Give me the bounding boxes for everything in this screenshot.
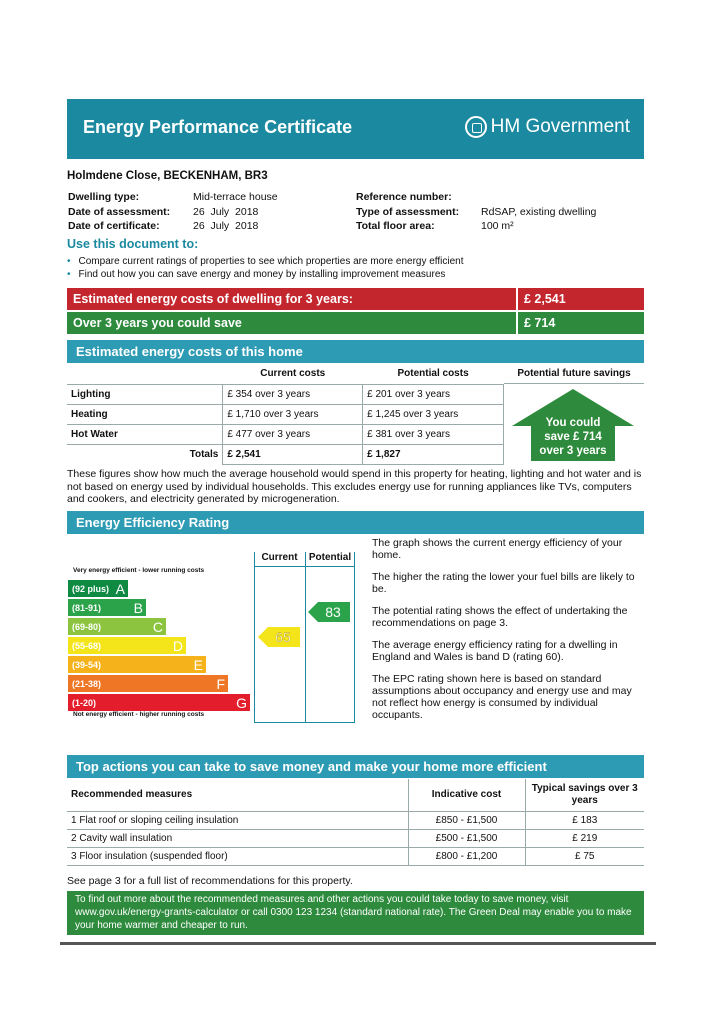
- rating-band-d: [68, 637, 186, 654]
- rating-band-c: [68, 618, 166, 635]
- current-rating-value: 65: [275, 629, 291, 645]
- saving-cell: £ 183: [525, 811, 644, 829]
- table-row: [67, 424, 504, 444]
- current-cost-cell: £ 1,710 over 3 years: [223, 404, 363, 424]
- totals-potential: £ 1,827: [363, 444, 504, 464]
- band-letter: D: [172, 637, 183, 654]
- certificate-header: [67, 99, 644, 159]
- savings-arrow: [510, 388, 636, 462]
- totals-label: Totals: [67, 444, 223, 464]
- potential-rating-arrow: [308, 602, 350, 622]
- bullet-item: • Compare current ratings of properties to see which properties are more energy efficient: [67, 255, 464, 268]
- savings-arrow-line: You could: [545, 417, 601, 429]
- measure-cell: 1 Flat roof or sloping ceiling insulation: [67, 811, 408, 829]
- green-deal-box: To find out more about the recommended measures and other actions you could take today to save money, visit www.gov.uk/energy-grants-calculator or call 0300 123 1234 (standard national rate). The Green Deal may enable you to make your home warmer and cheaper to run.: [67, 891, 644, 935]
- savings-arrow-line: over 3 years: [539, 445, 607, 457]
- potential-cost-cell: £ 201 over 3 years: [363, 384, 504, 404]
- potential-costs-header: Potential costs: [363, 364, 504, 384]
- could-save-value: £ 714: [518, 312, 644, 334]
- estimated-costs-bar: Estimated energy costs of dwelling for 3 years:: [67, 288, 516, 310]
- cost-cell: £800 - £1,200: [408, 847, 525, 865]
- potential-column-header: Potential: [308, 552, 352, 563]
- band-range: (21-38): [72, 678, 102, 689]
- band-letter: C: [152, 618, 163, 635]
- dwelling-type-label: Dwelling type:: [68, 191, 140, 203]
- rating-band-e: [68, 656, 206, 673]
- page-bottom-rule: [60, 942, 656, 945]
- measure-cell: 3 Floor insulation (suspended floor): [67, 847, 408, 865]
- certificate-date-value: 26 July 2018: [193, 220, 259, 232]
- actions-section-title: Top actions you can take to save money and make your home more efficient: [67, 755, 644, 778]
- band-range: (81-91): [72, 602, 102, 613]
- floor-area-value: 100 m²: [481, 220, 514, 232]
- dwelling-type-value: Mid-terrace house: [193, 191, 278, 203]
- use-document-title: Use this document to:: [67, 237, 199, 251]
- table-row: [67, 384, 504, 404]
- band-letter: F: [216, 675, 225, 692]
- hm-government-logo: [465, 116, 630, 138]
- use-document-bullets: [67, 255, 464, 281]
- band-range: (55-68): [72, 640, 102, 651]
- costs-note: These figures show how much the average household would spend in this property for heating, lighting and hot water and is not based on energy used by individual households. This excludes energy use for running appliances like TVs, computers and cookers, and electricity generated by microgeneration.: [67, 468, 642, 505]
- rating-paragraph: The higher the rating the lower your fuel bills are likely to be.: [372, 571, 635, 595]
- royal-crest-icon: [465, 116, 487, 138]
- could-save-bar: Over 3 years you could save: [67, 312, 516, 334]
- cost-cell: £500 - £1,500: [408, 829, 525, 847]
- rating-band-b: [68, 599, 146, 616]
- certificate-date-label: Date of certificate:: [68, 220, 160, 232]
- reference-label: Reference number:: [356, 191, 452, 203]
- rating-band-f: [68, 675, 228, 692]
- savings-arrow-line: save £ 714: [544, 431, 602, 443]
- costs-section-title: Estimated energy costs of this home: [67, 340, 644, 363]
- rating-paragraph: The graph shows the current energy efficiency of your home.: [372, 537, 623, 561]
- assessment-date-value: 26 July 2018: [193, 206, 259, 218]
- current-costs-header: Current costs: [223, 364, 363, 384]
- rating-band-g: [68, 694, 250, 711]
- potential-cost-cell: £ 1,245 over 3 years: [363, 404, 504, 424]
- table-row: [67, 404, 504, 424]
- efficient-caption: Very energy efficient - lower running costs: [73, 567, 205, 574]
- rating-paragraph: The EPC rating shown here is based on standard assumptions about occupancy and energy use and may not reflect how energy is consumed by individual occupants.: [372, 673, 632, 721]
- band-range: (1-20): [72, 697, 97, 708]
- hm-government-text: HM Government: [490, 116, 630, 137]
- actions-table: [67, 779, 644, 866]
- band-letter: B: [133, 599, 143, 616]
- assessment-type-label: Type of assessment:: [356, 206, 460, 218]
- recommendations-footnote: See page 3 for a full list of recommendations for this property.: [67, 875, 353, 887]
- rating-paragraph: The potential rating shows the effect of undertaking the recommendations on page 3.: [372, 605, 628, 629]
- row-label: Lighting: [67, 384, 223, 404]
- potential-rating-value: 83: [325, 604, 341, 620]
- table-row: [67, 811, 644, 829]
- measures-header: Recommended measures: [67, 779, 408, 811]
- band-letter: G: [236, 694, 247, 711]
- measure-cell: 2 Cavity wall insulation: [67, 829, 408, 847]
- rating-section-title: Energy Efficiency Rating: [67, 511, 644, 534]
- inefficient-caption: Not energy efficient - higher running costs: [73, 711, 205, 718]
- assessment-date-label: Date of assessment:: [68, 206, 171, 218]
- rating-band-a: [68, 580, 128, 597]
- certificate-title: Energy Performance Certificate: [83, 117, 353, 137]
- bullet-item: • Find out how you can save energy and money by installing improvement measures: [67, 268, 464, 281]
- band-letter: E: [193, 656, 203, 673]
- band-range: (39-54): [72, 659, 102, 670]
- saving-cell: £ 219: [525, 829, 644, 847]
- current-cost-cell: £ 354 over 3 years: [223, 384, 363, 404]
- totals-row: [67, 444, 504, 464]
- property-address: Holmdene Close, BECKENHAM, BR3: [67, 170, 268, 182]
- row-label: Hot Water: [67, 424, 223, 444]
- rating-paragraph: The average energy efficiency rating for a dwelling in England and Wales is band D (rating 60).: [372, 639, 618, 663]
- current-rating-arrow: [258, 627, 300, 647]
- totals-current: £ 2,541: [223, 444, 363, 464]
- future-savings-header: Potential future savings: [504, 364, 644, 384]
- cost-header: Indicative cost: [408, 779, 525, 811]
- current-cost-cell: £ 477 over 3 years: [223, 424, 363, 444]
- table-row: [67, 847, 644, 865]
- current-column-header: Current: [261, 552, 298, 563]
- band-range: (69-80): [72, 621, 102, 632]
- table-row: [67, 829, 644, 847]
- cost-cell: £850 - £1,500: [408, 811, 525, 829]
- potential-cost-cell: £ 381 over 3 years: [363, 424, 504, 444]
- band-range: (92 plus): [72, 583, 110, 594]
- assessment-type-value: RdSAP, existing dwelling: [481, 206, 597, 218]
- estimated-costs-value: £ 2,541: [518, 288, 644, 310]
- saving-cell: £ 75: [525, 847, 644, 865]
- band-letter: A: [115, 580, 125, 597]
- savings-header: Typical savings over 3 years: [525, 779, 644, 811]
- costs-table: [67, 364, 504, 465]
- rating-explanation: [372, 537, 644, 731]
- floor-area-label: Total floor area:: [356, 220, 435, 232]
- row-label: Heating: [67, 404, 223, 424]
